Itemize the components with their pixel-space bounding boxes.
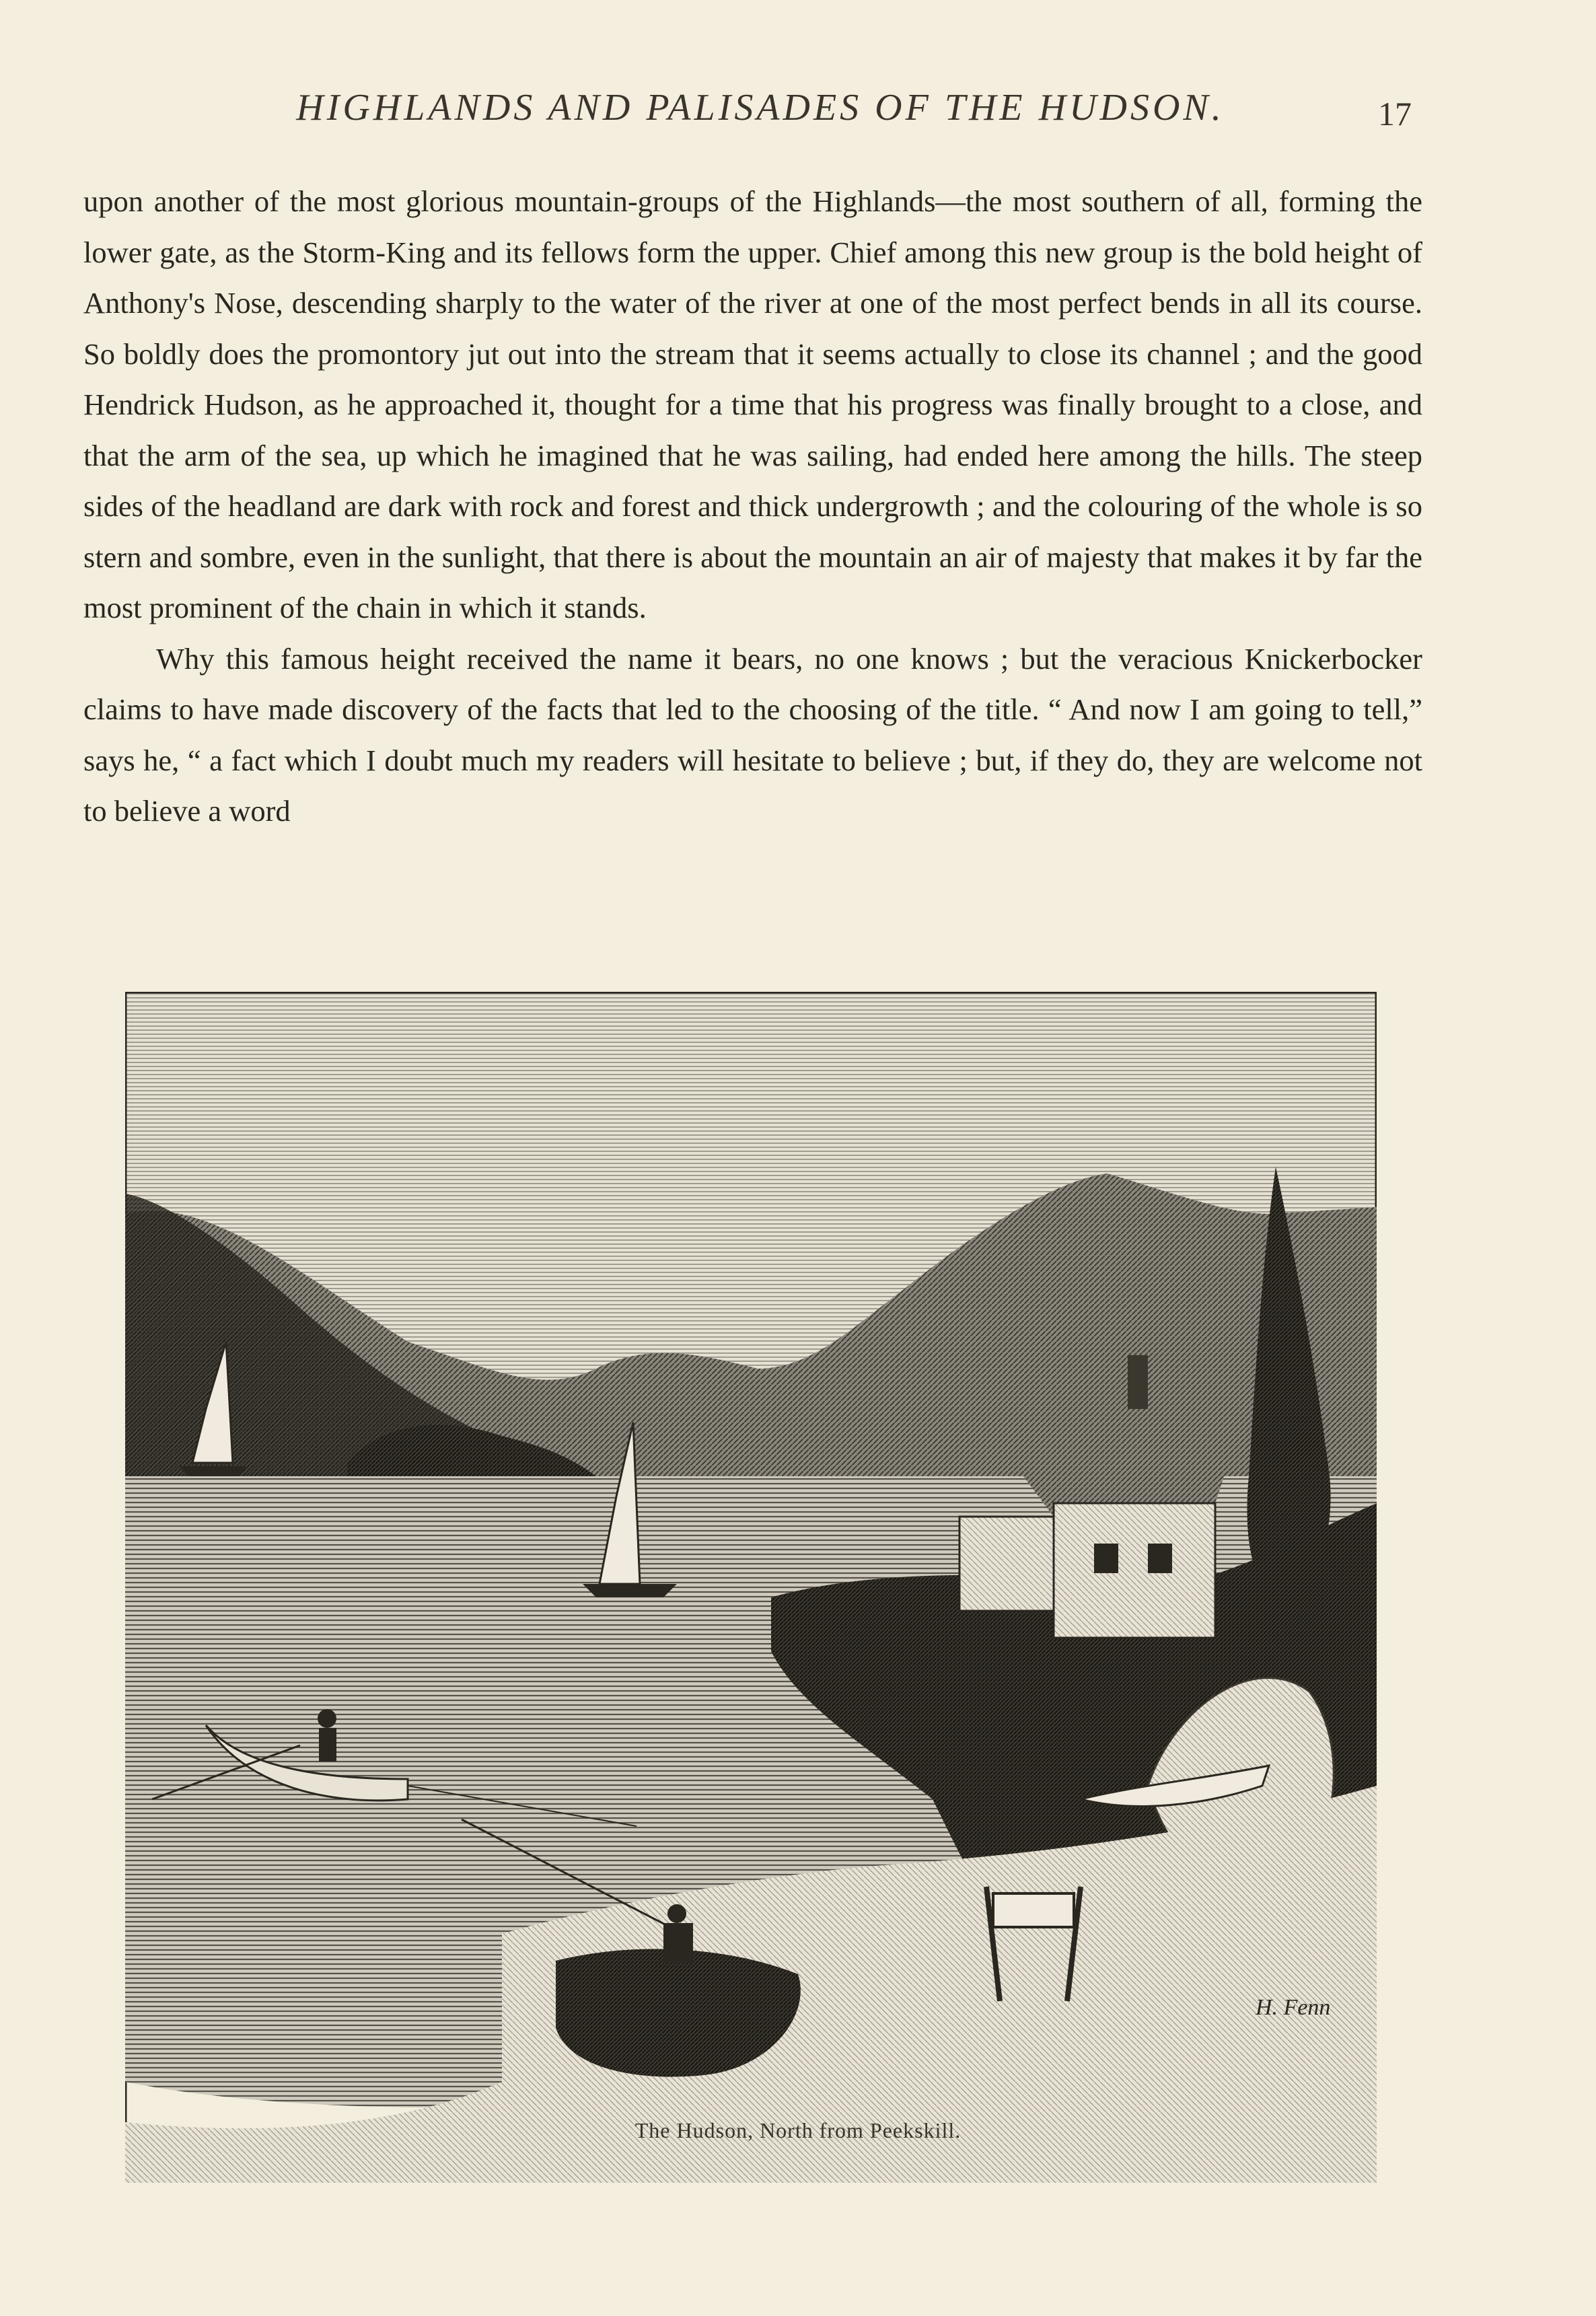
paragraph-1: upon another of the most glorious mountain-groups of the Highlands—the most southern of all, forming the lower gate, as the Storm-King and its fellows form the upper. Chief among this new group is the bold height of Anthony's Nose, descending sharply to the water of the river at one of the most perfect bends in all its course. So boldly does the promontory jut out into the stream that it seems actually to close its channel ; and the good Hendrick Hudson, as he approached it, thought for a time that his progress was finally brought to a close, and that the arm of the sea, up which he imagined that he was sailing, had ended here among the hills. The steep sides of the headland are dark with rock and forest and thick undergrowth ; and the colouring of the whole is so stern and sombre, even in the sunlight, that there is about the mountain an air of majesty that makes it by far the most prominent of the chain in which it stands. xyxy=(83,184,1422,624)
body-text xyxy=(83,176,1422,837)
engraving-illustration xyxy=(125,992,1377,2183)
artist-signature: H. Fenn xyxy=(1256,1995,1331,2020)
paragraph-2: Why this famous height received the name it bears, no one knows ; but the veracious Knickerbocker claims to have made discovery of the facts that led to the choosing of the title. “ And now I am going to tell,” says he, “ a fact which I doubt much my readers will hesitate to believe ; but, if they do, they are welcome not to believe a word xyxy=(83,641,1422,828)
illustration-caption: The Hudson, North from Peekskill. xyxy=(634,2118,962,2142)
running-head: HIGHLANDS AND PALISADES OF THE HUDSON. xyxy=(296,87,1225,129)
page-number: 17 xyxy=(1378,95,1412,133)
